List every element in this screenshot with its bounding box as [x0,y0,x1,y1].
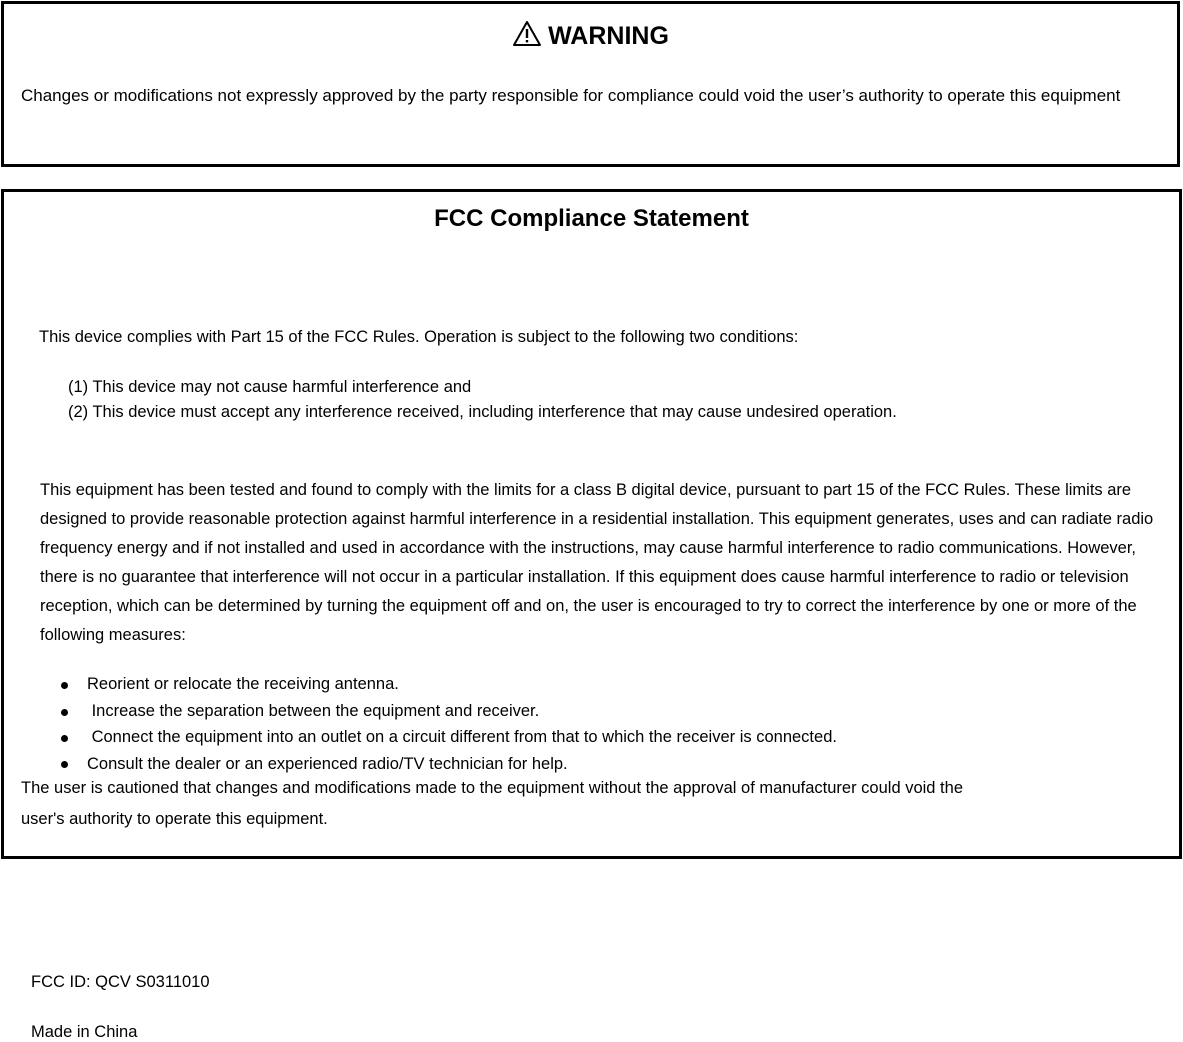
caution-line-2: user's authority to operate this equipment. [21,810,328,828]
caution-line-1: The user is cautioned that changes and modifications made to the equipment without the approval of manufacturer could void the [21,779,963,797]
condition-1: (1) This device may not cause harmful interference and [68,378,472,396]
warning-title: WARNING [548,22,669,50]
warning-text: Changes or modifications not expressly approved by the party responsible for compliance could void the user’s authority to operate this equipment [21,86,1121,105]
measure-text: Increase the separation between the equipment and receiver. [87,702,540,720]
fcc-intro: This device complies with Part 15 of the FCC Rules. Operation is subject to the following two conditions: [39,328,799,346]
bullet-icon [61,761,68,768]
bullet-icon [61,709,68,716]
fcc-paragraph: This equipment has been tested and found to comply with the limits for a class B digital device, pursuant to part 15 of the FCC Rules. These limits are designed to provide reasonable protection against harmful interference in a residential installation. This equipment generates, uses and can radiate radio frequency energy and if not installed and used in accordance with the instructions, may cause harmful interference to radio communications. However, there is no guarantee that interference will not occur in a particular installation. If this equipment does cause harmful interference to radio or television reception, which can be determined by turning the equipment off and on, the user is encouraged to try to correct the interference by one or more of the following measures: [40,481,1154,644]
made-in: Made in China [31,1023,138,1041]
measure-text: Reorient or relocate the receiving antenna. [87,675,399,693]
condition-2: (2) This device must accept any interference received, including interference that may cause undesired operation. [68,403,897,421]
warning-heading [4,20,1177,51]
measure-text: Connect the equipment into an outlet on a circuit different from that to which the receiver is connected. [87,728,837,746]
fcc-id: FCC ID: QCV S0311010 [31,973,210,991]
warning-box [1,1,1180,167]
warning-triangle-icon [512,20,542,47]
bullet-icon [61,735,68,742]
fcc-compliance-box [1,189,1182,859]
measure-text: Consult the dealer or an experienced radio/TV technician for help. [87,755,568,773]
bullet-icon [61,682,68,689]
fcc-title: FCC Compliance Statement [434,205,749,232]
